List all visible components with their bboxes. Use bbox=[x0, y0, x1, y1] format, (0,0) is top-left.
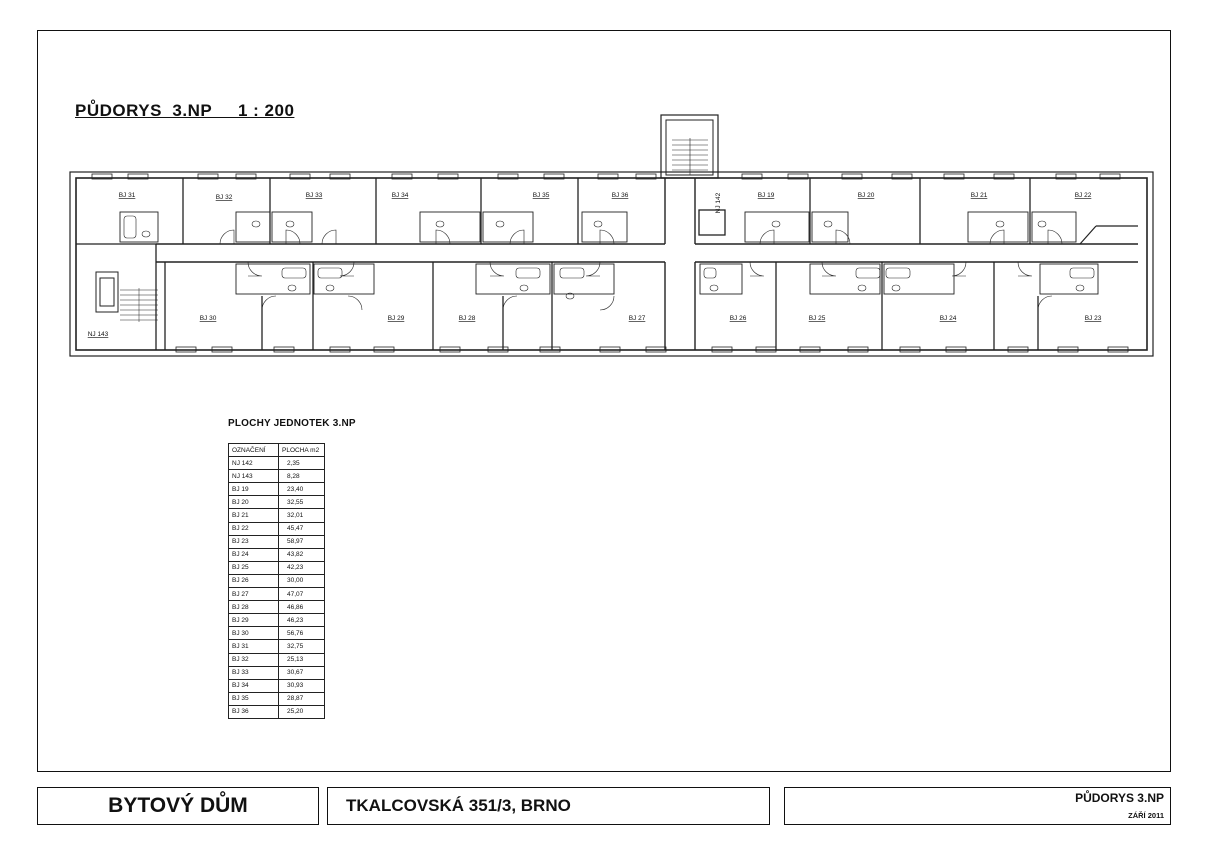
table-row bbox=[229, 561, 325, 574]
table-row bbox=[229, 588, 325, 601]
unit-area-cell: 30,93 bbox=[279, 679, 325, 692]
column-header: PLOCHA m2 bbox=[279, 444, 325, 457]
table-row bbox=[229, 640, 325, 653]
building-name: BYTOVÝ DŮM bbox=[108, 794, 248, 817]
table-row bbox=[229, 666, 325, 679]
table-row bbox=[229, 496, 325, 509]
unit-area-cell: 32,01 bbox=[279, 509, 325, 522]
table-row bbox=[229, 627, 325, 640]
area-table-title: PLOCHY JEDNOTEK 3.NP bbox=[228, 418, 356, 429]
table-row bbox=[229, 483, 325, 496]
unit-area-cell: 46,86 bbox=[279, 601, 325, 614]
plan-title: PŮDORYS 3.NP 1 : 200 bbox=[75, 101, 295, 120]
unit-area-cell: 30,00 bbox=[279, 574, 325, 587]
unit-label: NJ 143 bbox=[87, 331, 109, 338]
unit-id-cell: BJ 28 bbox=[229, 601, 279, 614]
unit-label: BJ 22 bbox=[1074, 192, 1092, 199]
unit-id-cell: BJ 26 bbox=[229, 574, 279, 587]
unit-label: BJ 24 bbox=[939, 315, 957, 322]
area-table bbox=[228, 443, 325, 719]
unit-area-cell: 2,35 bbox=[279, 457, 325, 470]
unit-label: BJ 27 bbox=[628, 315, 646, 322]
unit-area-cell: 8,28 bbox=[279, 470, 325, 483]
unit-label: BJ 29 bbox=[387, 315, 405, 322]
unit-label: BJ 26 bbox=[729, 315, 747, 322]
table-row bbox=[229, 522, 325, 535]
unit-id-cell: BJ 23 bbox=[229, 535, 279, 548]
unit-label: BJ 23 bbox=[1084, 315, 1102, 322]
unit-area-cell: 45,47 bbox=[279, 522, 325, 535]
unit-area-cell: 58,97 bbox=[279, 535, 325, 548]
unit-id-cell: BJ 36 bbox=[229, 705, 279, 718]
unit-id-cell: BJ 29 bbox=[229, 614, 279, 627]
table-row bbox=[229, 535, 325, 548]
unit-label: BJ 30 bbox=[199, 315, 217, 322]
unit-label: BJ 31 bbox=[118, 192, 136, 199]
unit-id-cell: BJ 31 bbox=[229, 640, 279, 653]
title-block-building bbox=[37, 787, 319, 825]
sheet-name: PŮDORYS 3.NP bbox=[1075, 791, 1164, 805]
table-row bbox=[229, 509, 325, 522]
unit-label: BJ 20 bbox=[857, 192, 875, 199]
unit-id-cell: BJ 32 bbox=[229, 653, 279, 666]
unit-area-cell: 28,87 bbox=[279, 692, 325, 705]
unit-id-cell: BJ 25 bbox=[229, 561, 279, 574]
unit-id-cell: BJ 22 bbox=[229, 522, 279, 535]
unit-label: BJ 36 bbox=[611, 192, 629, 199]
unit-area-cell: 32,55 bbox=[279, 496, 325, 509]
table-row bbox=[229, 692, 325, 705]
address: TKALCOVSKÁ 351/3, BRNO bbox=[346, 796, 571, 815]
unit-area-cell: 47,07 bbox=[279, 588, 325, 601]
table-row bbox=[229, 614, 325, 627]
unit-area-cell: 42,23 bbox=[279, 561, 325, 574]
table-row bbox=[229, 574, 325, 587]
table-row bbox=[229, 679, 325, 692]
unit-id-cell: BJ 21 bbox=[229, 509, 279, 522]
table-row bbox=[229, 457, 325, 470]
unit-id-cell: BJ 35 bbox=[229, 692, 279, 705]
unit-id-cell: NJ 143 bbox=[229, 470, 279, 483]
sheet-date: ZÁŘÍ 2011 bbox=[1128, 811, 1164, 820]
title-block-address bbox=[327, 787, 770, 825]
unit-area-cell: 32,75 bbox=[279, 640, 325, 653]
unit-label-nj142: NJ 142 bbox=[715, 192, 722, 214]
unit-id-cell: BJ 19 bbox=[229, 483, 279, 496]
unit-label: BJ 21 bbox=[970, 192, 988, 199]
table-row bbox=[229, 601, 325, 614]
unit-area-cell: 25,13 bbox=[279, 653, 325, 666]
unit-area-cell: 43,82 bbox=[279, 548, 325, 561]
unit-label: BJ 19 bbox=[757, 192, 775, 199]
unit-label: BJ 25 bbox=[808, 315, 826, 322]
unit-area-cell: 46,23 bbox=[279, 614, 325, 627]
column-header: OZNAČENÍ bbox=[229, 444, 279, 457]
table-row bbox=[229, 548, 325, 561]
unit-label: BJ 28 bbox=[458, 315, 476, 322]
unit-area-cell: 56,76 bbox=[279, 627, 325, 640]
table-header-row bbox=[229, 444, 325, 457]
unit-label: BJ 35 bbox=[532, 192, 550, 199]
unit-id-cell: BJ 30 bbox=[229, 627, 279, 640]
unit-label: BJ 33 bbox=[305, 192, 323, 199]
unit-id-cell: BJ 34 bbox=[229, 679, 279, 692]
unit-id-cell: NJ 142 bbox=[229, 457, 279, 470]
unit-id-cell: BJ 33 bbox=[229, 666, 279, 679]
unit-label: BJ 32 bbox=[215, 194, 233, 201]
unit-id-cell: BJ 24 bbox=[229, 548, 279, 561]
unit-label: BJ 34 bbox=[391, 192, 409, 199]
table-row bbox=[229, 653, 325, 666]
unit-area-cell: 30,67 bbox=[279, 666, 325, 679]
table-row bbox=[229, 705, 325, 718]
title-block-sheet bbox=[784, 787, 1171, 825]
table-row bbox=[229, 470, 325, 483]
unit-area-cell: 25,20 bbox=[279, 705, 325, 718]
unit-id-cell: BJ 27 bbox=[229, 588, 279, 601]
unit-id-cell: BJ 20 bbox=[229, 496, 279, 509]
unit-area-cell: 23,40 bbox=[279, 483, 325, 496]
